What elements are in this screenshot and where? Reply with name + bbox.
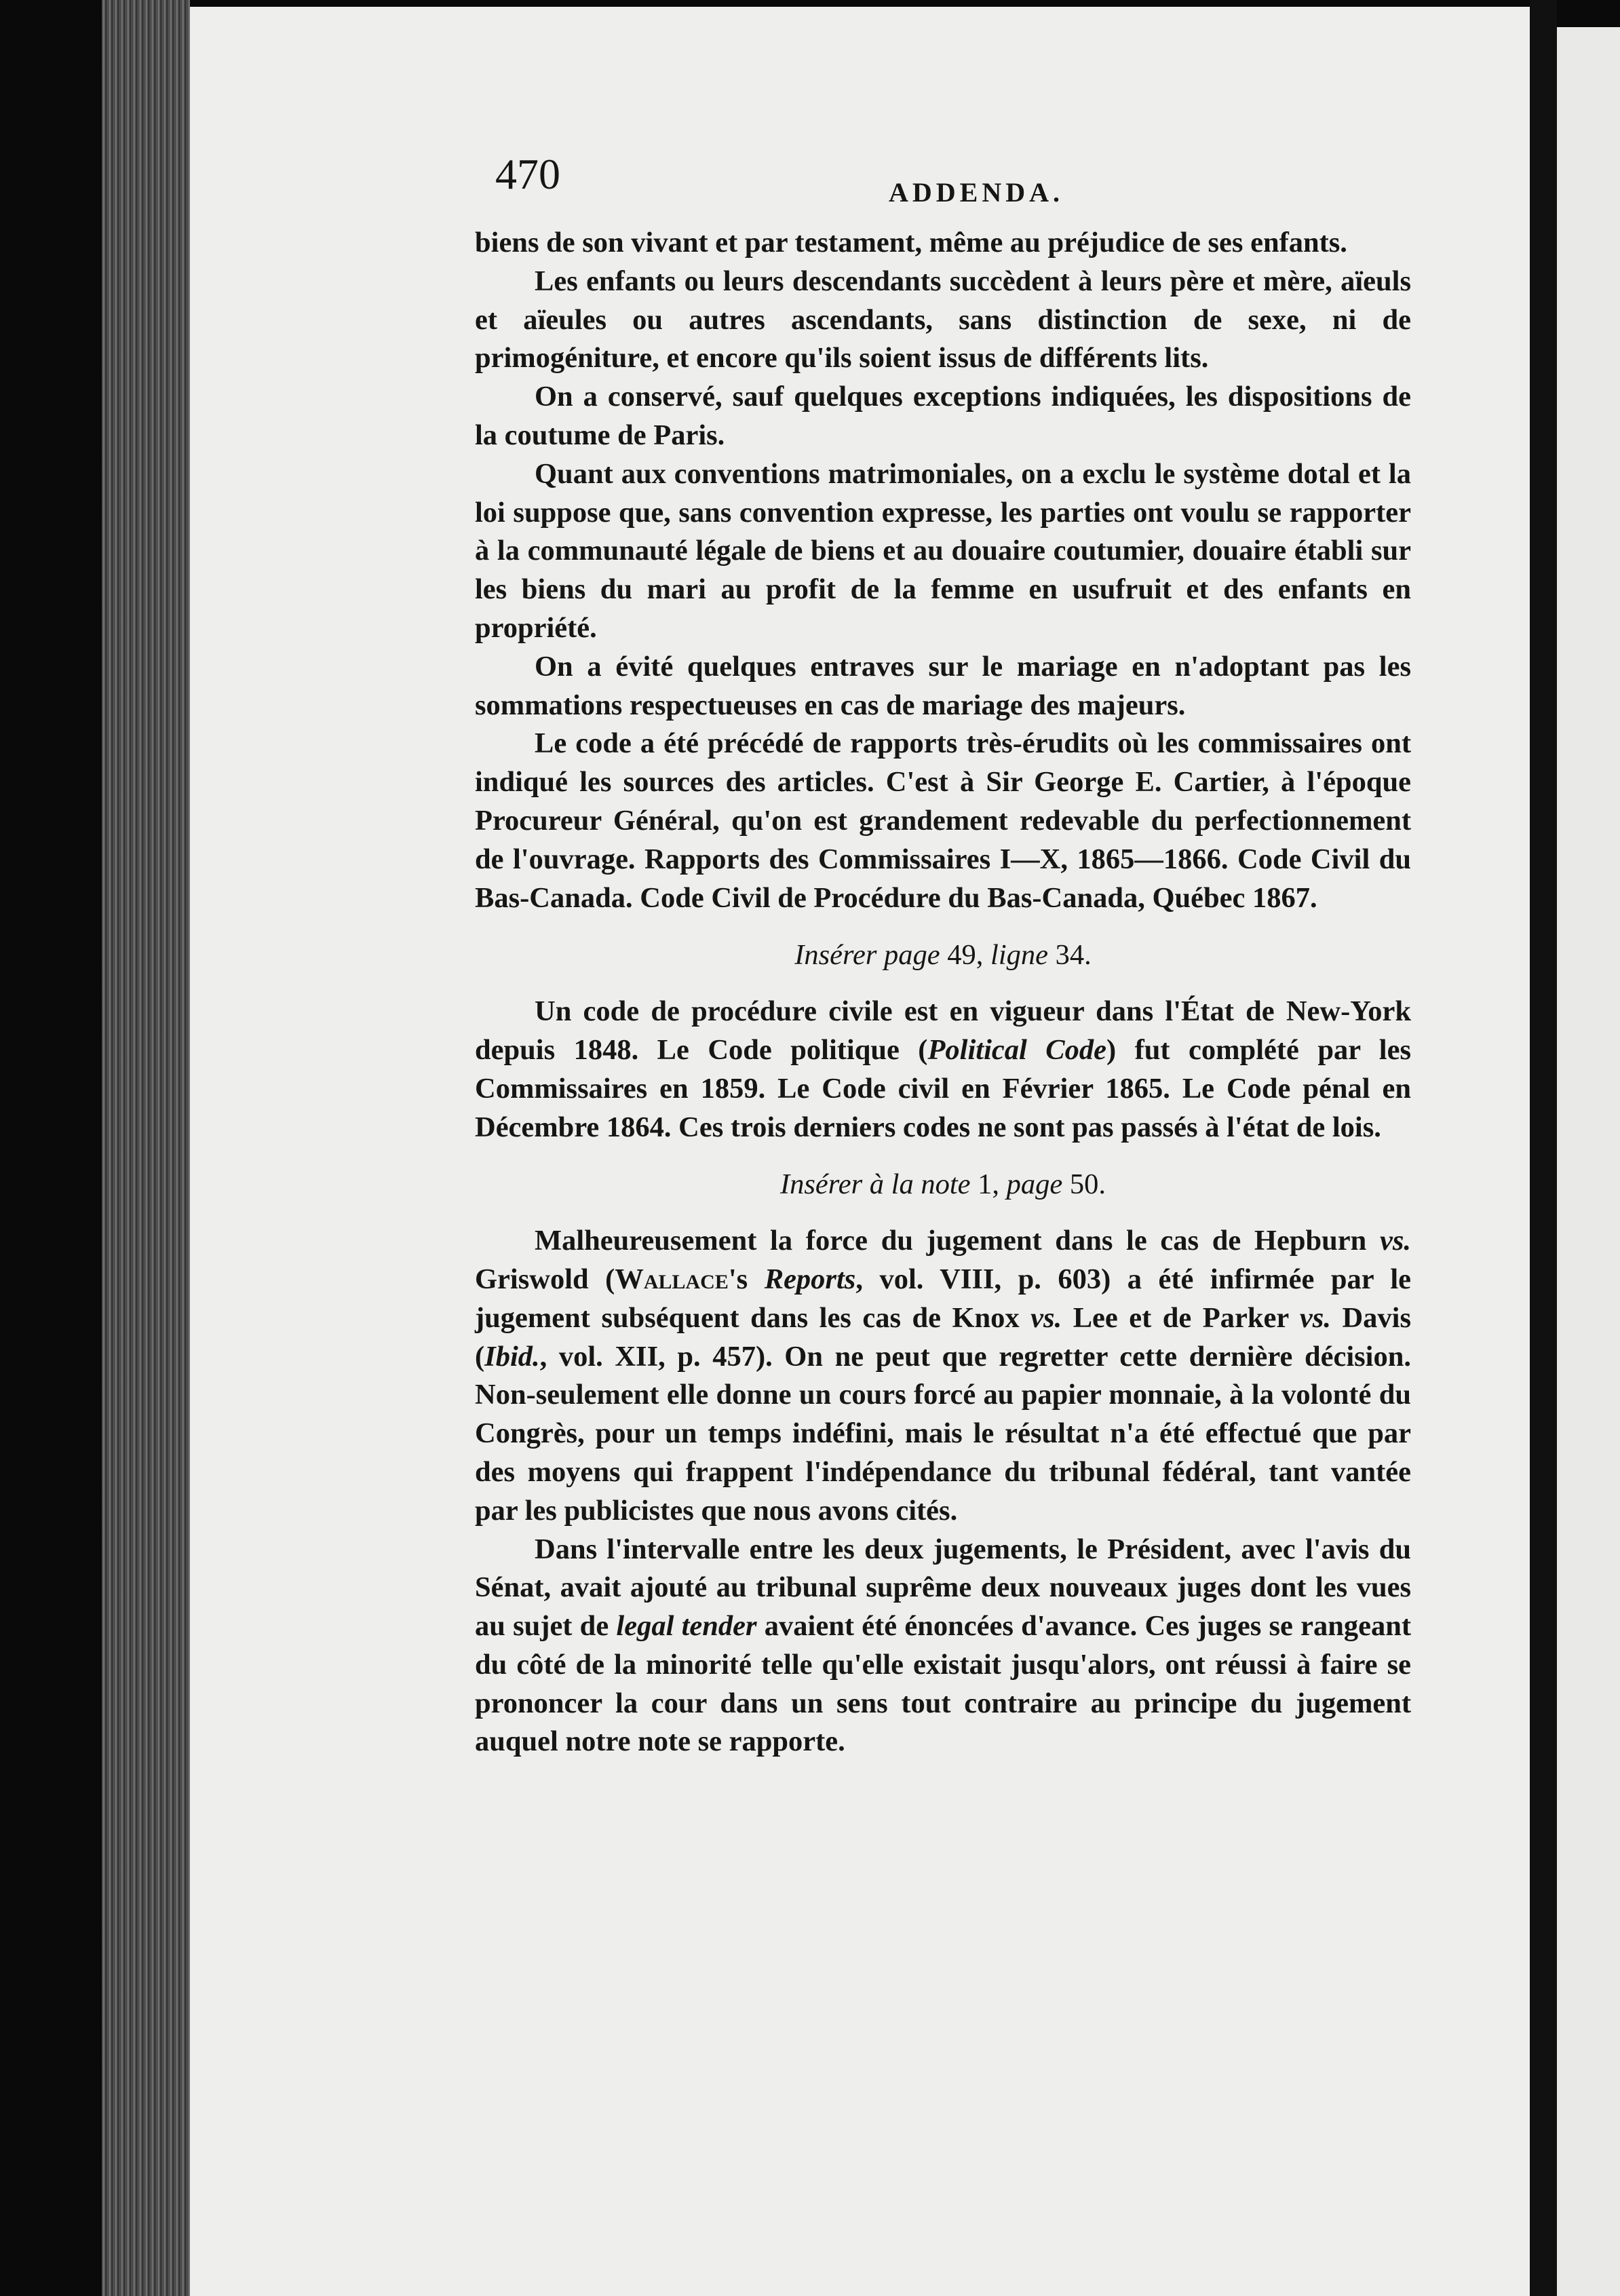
paragraph-conventions: Quant aux conventions matrimoniales, on a exclu le système dotal et la loi suppose que, sans convention expresse, les parties ont voulu se rapporter à la communauté légale de biens et au douaire coutumier, douaire établi sur les biens du mari au profit de la femme en usufruit et des enfants en propriété. (475, 457, 1411, 644)
gutter-shadow (1530, 0, 1557, 2296)
paragraph-succession: Les enfants ou leurs descendants succèdent à leurs père et mère, aïeuls et aïeules ou autres ascendants, sans distinction de sexe, ni de primogéniture, et encore qu'ils soient issus de différents lits. (475, 265, 1411, 375)
page-content (475, 149, 1411, 1761)
page-number: 470 (495, 150, 560, 198)
paragraph-continuation: biens de son vivant et par testament, même au préjudice de ses enfants. (475, 227, 1347, 259)
running-head: ADDENDA. (889, 177, 1064, 208)
paragraph-hepburn-griswold: Malheureusement la force du jugement dans le cas de Hepburn vs. Griswold (Wallace's Reports, vol. VIII, p. 603) a été infirmée par le jugement subséquent dans les cas de Knox vs. Lee et de Parker vs. Davis (Ibid., vol. XII, p. 457). On ne peut que regretter cette dernière décision. Non-seulement elle donne un cours forcé au papier monnaie, à la volonté du Congrès, pour un temps indéfini, mais le résultat n'a été effectué que par des moyens qui frappent l'indépendance du tribunal fédéral, tant vantée par les publicistes que nous avons cités. (475, 1225, 1411, 1527)
paragraph-mariage: On a évité quelques entraves sur le mariage en n'adoptant pas les sommations respectueuses en cas de mariage des majeurs. (475, 650, 1411, 721)
facing-page-edge (1557, 27, 1620, 2296)
paragraph-legal-tender: Dans l'intervalle entre les deux jugements, le Président, avec l'avis du Sénat, avait ajouté au tribunal suprême deux nouveaux juges dont les vues au sujet de legal tender avaient été énoncées d'avance. Ces juges se rangeant du côté de la minorité telle qu'elle existait jusqu'alors, ont réussi à faire se prononcer la cour dans un sens tout contraire au principe du jugement auquel notre note se rapporte. (475, 1533, 1411, 1758)
section-heading-note-1: Insérer à la note 1, page 50. (779, 1168, 1106, 1201)
paragraph-new-york-codes: Un code de procédure civile est en vigueur dans l'État de New-York depuis 1848. Le Code politique (Political Code) fut complété par les Commissaires en 1859. Le Code civil en Février 1865. Le Code pénal en Décembre 1864. Ces trois derniers codes ne sont pas passés à l'état de lois. (475, 995, 1411, 1143)
page-header (475, 149, 1411, 224)
section-heading-page-49: Insérer page 49, ligne 34. (794, 939, 1092, 972)
paragraph-code-rapports: Le code a été précédé de rapports très-érudits où les commissaires ont indiqué les sources des articles. C'est à Sir George E. Cartier, à l'époque Procureur Général, qu'on est grandement redevable du perfectionnement de l'ouvrage. Rapports des Commissaires I—X, 1865—1866. Code Civil du Bas-Canada. Code Civil de Procédure du Bas-Canada, Québec 1867. (475, 727, 1411, 914)
book-page-edges (102, 0, 190, 2296)
paragraph-coutume: On a conservé, sauf quelques exceptions indiquées, les dispositions de la coutume de Paris. (475, 381, 1411, 451)
